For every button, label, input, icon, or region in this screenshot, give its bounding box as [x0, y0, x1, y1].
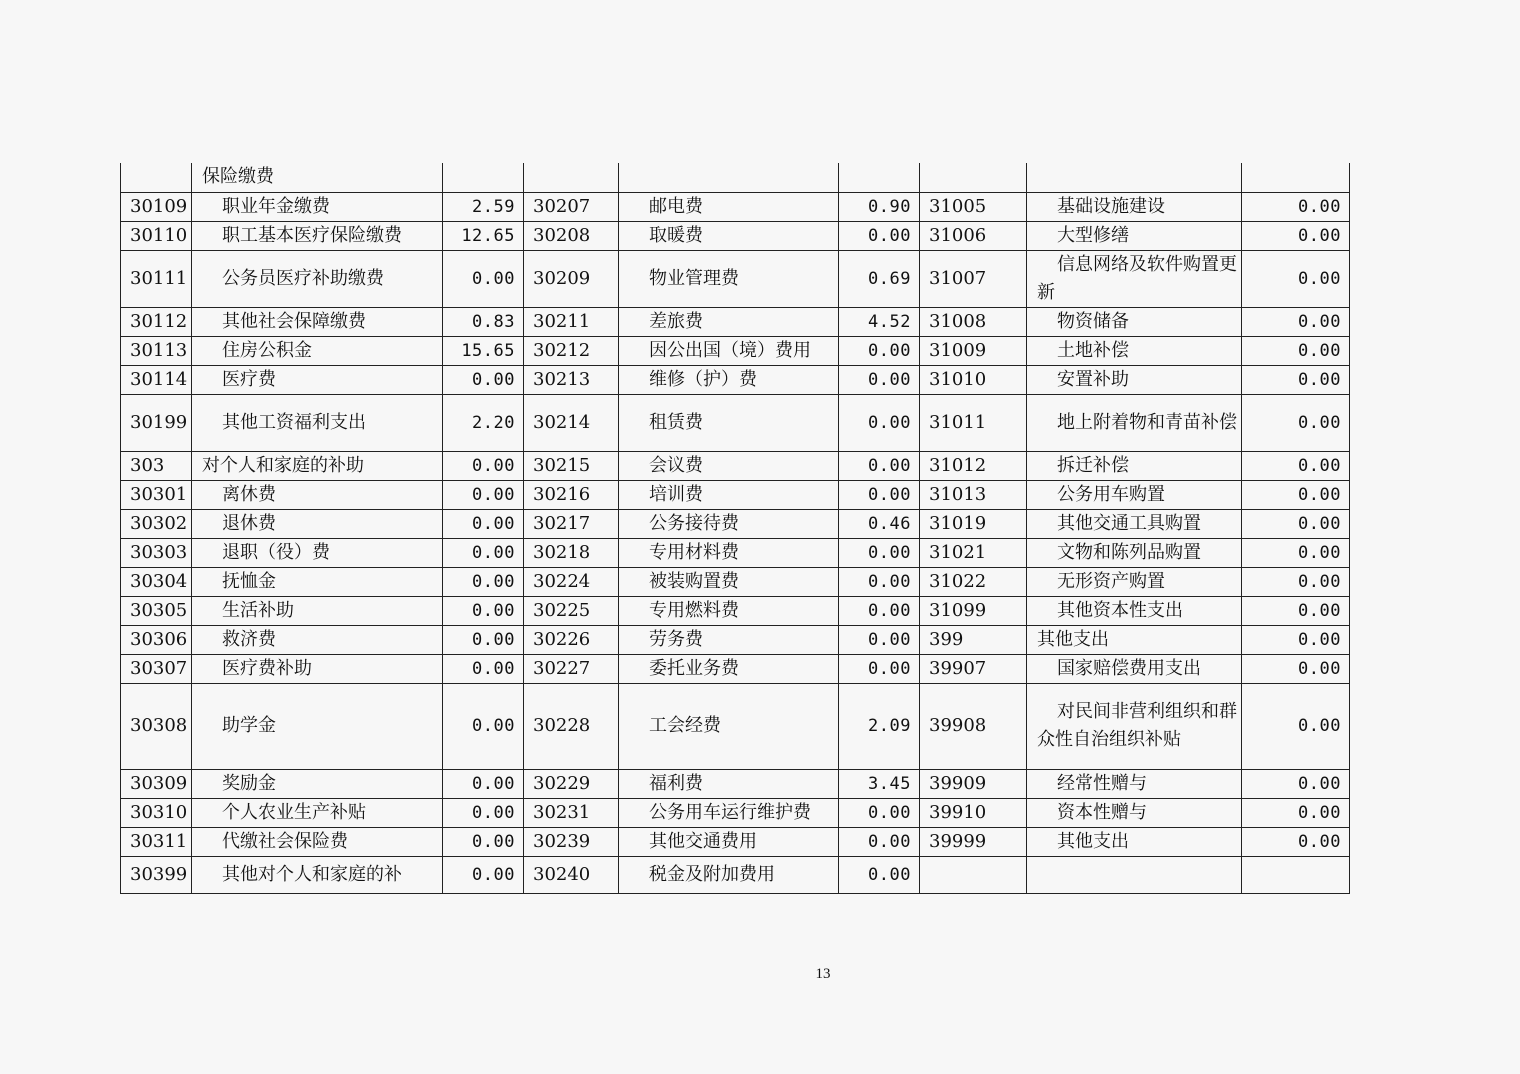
cell-code-3: 39910	[920, 798, 1027, 827]
cell-amt-1: 0.00	[443, 683, 524, 769]
cell-name-3: 资本性赠与	[1027, 798, 1242, 827]
cell-amt-1: 0.83	[443, 307, 524, 336]
cell-code-1: 30301	[121, 480, 192, 509]
cell-amt-2: 0.00	[839, 538, 920, 567]
cell-code-2: 30229	[524, 769, 619, 798]
table-row	[121, 798, 1350, 827]
cell-code-2: 30215	[524, 451, 619, 480]
cell-code-1: 30304	[121, 567, 192, 596]
cell-code-1: 30306	[121, 625, 192, 654]
cell-name-3	[1027, 250, 1242, 307]
table-row	[121, 192, 1350, 221]
cell-name-3: 基础设施建设	[1027, 192, 1242, 221]
cell-amt-3: 0.00	[1242, 683, 1350, 769]
cell-name-3	[1027, 683, 1242, 769]
cell-amt-2: 4.52	[839, 307, 920, 336]
cell-amt-3: 0.00	[1242, 307, 1350, 336]
cell-name-3: 公务用车购置	[1027, 480, 1242, 509]
cell-amt-1: 0.00	[443, 596, 524, 625]
cell-name-2: 委托业务费	[619, 654, 839, 683]
cell-amt-2: 0.00	[839, 480, 920, 509]
cell-amt-1: 0.00	[443, 654, 524, 683]
table-row	[121, 307, 1350, 336]
cell-name-1: 医疗费补助	[192, 654, 443, 683]
cell-name-2: 差旅费	[619, 307, 839, 336]
cell-amt-1: 0.00	[443, 798, 524, 827]
cell-code-2: 30218	[524, 538, 619, 567]
cell-code-1: 30110	[121, 221, 192, 250]
cell-code-1	[121, 163, 192, 192]
cell-code-2: 30226	[524, 625, 619, 654]
cell-name-2: 维修（护）费	[619, 365, 839, 394]
cell-code-2	[524, 163, 619, 192]
cell-name-1: 职业年金缴费	[192, 192, 443, 221]
cell-name-2: 公务接待费	[619, 509, 839, 538]
cell-amt-3: 0.00	[1242, 509, 1350, 538]
cell-amt-1: 15.65	[443, 336, 524, 365]
cell-amt-1: 0.00	[443, 480, 524, 509]
cell-name-3: 文物和陈列品购置	[1027, 538, 1242, 567]
table-row	[121, 538, 1350, 567]
cell-amt-2: 0.00	[839, 654, 920, 683]
cell-code-1: 30308	[121, 683, 192, 769]
cell-code-2: 30208	[524, 221, 619, 250]
cell-code-3: 31005	[920, 192, 1027, 221]
cell-amt-2: 0.00	[839, 567, 920, 596]
table-row	[121, 163, 1350, 192]
cell-amt-3: 0.00	[1242, 250, 1350, 307]
cell-amt-2: 0.00	[839, 596, 920, 625]
cell-name-2: 邮电费	[619, 192, 839, 221]
cell-name-2: 专用燃料费	[619, 596, 839, 625]
cell-code-2: 30207	[524, 192, 619, 221]
cell-name-1: 公务员医疗补助缴费	[192, 250, 443, 307]
cell-name-3: 其他支出	[1027, 625, 1242, 654]
table-row	[121, 250, 1350, 307]
cell-code-3: 31010	[920, 365, 1027, 394]
cell-amt-3	[1242, 856, 1350, 893]
cell-name-1: 医疗费	[192, 365, 443, 394]
cell-code-3: 399	[920, 625, 1027, 654]
cell-code-3	[920, 856, 1027, 893]
cell-name-1: 对个人和家庭的补助	[192, 451, 443, 480]
cell-name-1: 生活补助	[192, 596, 443, 625]
cell-name-2: 专用材料费	[619, 538, 839, 567]
cell-name-2: 公务用车运行维护费	[619, 798, 839, 827]
cell-amt-2: 0.69	[839, 250, 920, 307]
cell-amt-2: 0.00	[839, 451, 920, 480]
cell-name-1: 离休费	[192, 480, 443, 509]
table-row	[121, 509, 1350, 538]
table-row	[121, 596, 1350, 625]
cell-amt-3: 0.00	[1242, 221, 1350, 250]
cell-amt-2: 0.90	[839, 192, 920, 221]
cell-name-3: 其他交通工具购置	[1027, 509, 1242, 538]
table-row	[121, 769, 1350, 798]
cell-code-1: 30305	[121, 596, 192, 625]
cell-code-2: 30239	[524, 827, 619, 856]
cell-amt-2: 0.00	[839, 625, 920, 654]
cell-code-3: 31008	[920, 307, 1027, 336]
cell-name-1: 住房公积金	[192, 336, 443, 365]
cell-name-3	[1027, 163, 1242, 192]
cell-name-2: 其他交通费用	[619, 827, 839, 856]
cell-amt-3: 0.00	[1242, 394, 1350, 451]
cell-code-1: 30307	[121, 654, 192, 683]
cell-name-2: 劳务费	[619, 625, 839, 654]
table-row	[121, 654, 1350, 683]
cell-amt-1	[443, 163, 524, 192]
cell-amt-1: 0.00	[443, 451, 524, 480]
cell-amt-1: 2.59	[443, 192, 524, 221]
cell-name-2: 税金及附加费用	[619, 856, 839, 893]
cell-code-2: 30212	[524, 336, 619, 365]
cell-name-2: 因公出国（境）费用	[619, 336, 839, 365]
cell-amt-2: 0.00	[839, 798, 920, 827]
table-row	[121, 625, 1350, 654]
cell-amt-1: 0.00	[443, 567, 524, 596]
cell-code-2: 30216	[524, 480, 619, 509]
cell-amt-1: 0.00	[443, 538, 524, 567]
cell-code-3	[920, 163, 1027, 192]
cell-amt-2: 0.00	[839, 856, 920, 893]
cell-code-1: 30112	[121, 307, 192, 336]
cell-name-3	[1027, 856, 1242, 893]
cell-name-2: 租赁费	[619, 394, 839, 451]
cell-amt-1: 12.65	[443, 221, 524, 250]
page-number: 13	[815, 966, 831, 982]
cell-code-3: 39907	[920, 654, 1027, 683]
cell-code-1: 30114	[121, 365, 192, 394]
cell-amt-1: 2.20	[443, 394, 524, 451]
table-row	[121, 221, 1350, 250]
cell-amt-2: 0.00	[839, 827, 920, 856]
cell-code-3: 31011	[920, 394, 1027, 451]
cell-amt-2	[839, 163, 920, 192]
cell-code-2: 30214	[524, 394, 619, 451]
cell-amt-1: 0.00	[443, 769, 524, 798]
cell-code-1: 30309	[121, 769, 192, 798]
cell-name-1: 保险缴费	[192, 163, 443, 192]
cell-amt-3: 0.00	[1242, 336, 1350, 365]
table-row	[121, 365, 1350, 394]
cell-name-1: 职工基本医疗保险缴费	[192, 221, 443, 250]
cell-amt-2: 0.00	[839, 394, 920, 451]
cell-code-3: 31099	[920, 596, 1027, 625]
table-row	[121, 683, 1350, 769]
cell-amt-1: 0.00	[443, 365, 524, 394]
cell-code-3: 31006	[920, 221, 1027, 250]
table-row	[121, 567, 1350, 596]
cell-name-3: 无形资产购置	[1027, 567, 1242, 596]
cell-name-1: 退职（役）费	[192, 538, 443, 567]
cell-amt-3: 0.00	[1242, 480, 1350, 509]
cell-code-3: 39909	[920, 769, 1027, 798]
cell-name-2: 被装购置费	[619, 567, 839, 596]
cell-text: 信息网络及软件购置更新	[1037, 253, 1237, 303]
cell-name-3: 大型修缮	[1027, 221, 1242, 250]
cell-code-1: 30111	[121, 250, 192, 307]
cell-name-2: 物业管理费	[619, 250, 839, 307]
cell-amt-3: 0.00	[1242, 365, 1350, 394]
cell-name-2	[619, 163, 839, 192]
cell-amt-3: 0.00	[1242, 538, 1350, 567]
cell-name-1: 个人农业生产补贴	[192, 798, 443, 827]
cell-code-1: 30311	[121, 827, 192, 856]
cell-code-2: 30224	[524, 567, 619, 596]
cell-amt-2: 2.09	[839, 683, 920, 769]
cell-code-1: 30399	[121, 856, 192, 893]
table-row	[121, 827, 1350, 856]
cell-name-3	[1027, 394, 1242, 451]
cell-amt-1: 0.00	[443, 509, 524, 538]
cell-amt-2: 0.00	[839, 336, 920, 365]
cell-amt-2: 0.00	[839, 365, 920, 394]
cell-name-1: 退休费	[192, 509, 443, 538]
cell-amt-3: 0.00	[1242, 769, 1350, 798]
cell-code-2: 30209	[524, 250, 619, 307]
cell-amt-1: 0.00	[443, 856, 524, 893]
cell-code-3: 31009	[920, 336, 1027, 365]
cell-amt-3: 0.00	[1242, 451, 1350, 480]
cell-code-3: 31019	[920, 509, 1027, 538]
cell-code-3: 31021	[920, 538, 1027, 567]
cell-name-2: 工会经费	[619, 683, 839, 769]
cell-name-3: 安置补助	[1027, 365, 1242, 394]
cell-amt-3: 0.00	[1242, 827, 1350, 856]
cell-name-3: 经常性赠与	[1027, 769, 1242, 798]
cell-name-1: 救济费	[192, 625, 443, 654]
cell-code-1: 30310	[121, 798, 192, 827]
cell-code-1: 30109	[121, 192, 192, 221]
cell-amt-2: 3.45	[839, 769, 920, 798]
cell-name-3: 拆迁补偿	[1027, 451, 1242, 480]
cell-amt-3: 0.00	[1242, 596, 1350, 625]
cell-amt-3: 0.00	[1242, 567, 1350, 596]
cell-code-2: 30231	[524, 798, 619, 827]
cell-code-3: 31022	[920, 567, 1027, 596]
cell-code-2: 30240	[524, 856, 619, 893]
cell-amt-3: 0.00	[1242, 798, 1350, 827]
table-row	[121, 336, 1350, 365]
table-row	[121, 480, 1350, 509]
cell-amt-3: 0.00	[1242, 192, 1350, 221]
cell-code-2: 30211	[524, 307, 619, 336]
cell-text: 对民间非营利组织和群众性自治组织补贴	[1037, 701, 1237, 750]
cell-code-1: 30303	[121, 538, 192, 567]
expenditure-table	[120, 163, 1350, 894]
cell-code-2: 30228	[524, 683, 619, 769]
cell-name-2: 培训费	[619, 480, 839, 509]
cell-name-3: 其他支出	[1027, 827, 1242, 856]
cell-code-1: 30199	[121, 394, 192, 451]
cell-code-1: 30302	[121, 509, 192, 538]
cell-name-1: 其他对个人和家庭的补	[192, 856, 443, 893]
cell-amt-2: 0.00	[839, 221, 920, 250]
cell-amt-2: 0.46	[839, 509, 920, 538]
cell-amt-1: 0.00	[443, 250, 524, 307]
cell-code-1: 303	[121, 451, 192, 480]
table-row	[121, 394, 1350, 451]
cell-code-3: 31007	[920, 250, 1027, 307]
cell-code-1: 30113	[121, 336, 192, 365]
cell-amt-3: 0.00	[1242, 654, 1350, 683]
cell-name-3: 物资储备	[1027, 307, 1242, 336]
cell-text: 地上附着物和青苗补偿	[1057, 411, 1237, 433]
table-row	[121, 451, 1350, 480]
cell-code-3: 39999	[920, 827, 1027, 856]
cell-code-3: 31012	[920, 451, 1027, 480]
cell-name-3: 国家赔偿费用支出	[1027, 654, 1242, 683]
cell-amt-1: 0.00	[443, 625, 524, 654]
cell-name-2: 会议费	[619, 451, 839, 480]
cell-name-3: 土地补偿	[1027, 336, 1242, 365]
cell-amt-3	[1242, 163, 1350, 192]
table-body	[121, 163, 1350, 893]
cell-name-1: 代缴社会保险费	[192, 827, 443, 856]
cell-amt-3: 0.00	[1242, 625, 1350, 654]
cell-name-3: 其他资本性支出	[1027, 596, 1242, 625]
cell-code-3: 31013	[920, 480, 1027, 509]
cell-code-2: 30225	[524, 596, 619, 625]
cell-name-1: 抚恤金	[192, 567, 443, 596]
cell-name-1: 其他社会保障缴费	[192, 307, 443, 336]
cell-name-1: 助学金	[192, 683, 443, 769]
table-row	[121, 856, 1350, 893]
cell-amt-1: 0.00	[443, 827, 524, 856]
cell-code-2: 30227	[524, 654, 619, 683]
cell-code-2: 30213	[524, 365, 619, 394]
cell-name-1: 其他工资福利支出	[192, 394, 443, 451]
cell-code-3: 39908	[920, 683, 1027, 769]
cell-name-2: 福利费	[619, 769, 839, 798]
cell-name-2: 取暖费	[619, 221, 839, 250]
cell-name-1: 奖励金	[192, 769, 443, 798]
cell-code-2: 30217	[524, 509, 619, 538]
